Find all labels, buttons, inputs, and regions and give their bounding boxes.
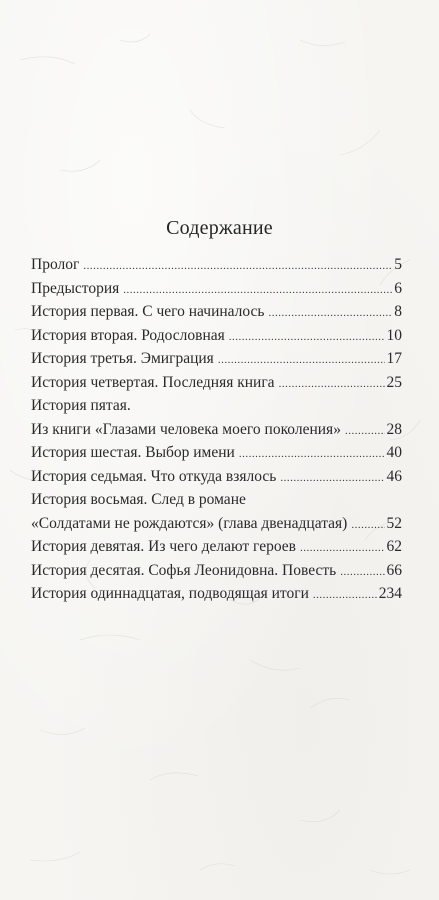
toc-entry bbox=[31, 468, 402, 492]
toc-entry-title: Пролог bbox=[31, 256, 80, 273]
toc-leader-dots bbox=[269, 307, 393, 319]
toc-entry-title: Предыстория bbox=[31, 279, 120, 297]
toc-entry-title: История шестая. Выбор имени bbox=[31, 444, 235, 461]
toc-entry bbox=[31, 421, 402, 445]
contents-heading: Содержание bbox=[166, 217, 273, 239]
toc-leader-dots bbox=[313, 589, 377, 601]
toc-entry bbox=[31, 303, 402, 327]
toc-page-number: 17 bbox=[386, 350, 402, 367]
toc-leader-dots bbox=[83, 260, 392, 272]
toc-page-number: 10 bbox=[386, 326, 402, 344]
toc-entry-title: История третья. Эмиграция bbox=[31, 350, 214, 367]
toc-page-number: 52 bbox=[386, 514, 402, 532]
toc-page-number: 5 bbox=[394, 256, 402, 273]
toc-entry bbox=[31, 515, 402, 539]
toc-entry bbox=[31, 256, 402, 280]
toc-entry bbox=[31, 491, 402, 515]
toc-leader-dots bbox=[300, 542, 385, 554]
toc-page-number: 6 bbox=[394, 279, 402, 297]
toc-page-number: 46 bbox=[386, 467, 402, 485]
toc-page-number: 66 bbox=[386, 561, 402, 579]
toc-leader-dots bbox=[280, 472, 384, 484]
toc-entry-title: История девятая. Из чего делают героев bbox=[31, 538, 296, 555]
toc-entry-title: История седьмая. Что откуда взялось bbox=[31, 467, 277, 485]
toc-page-number: 8 bbox=[394, 303, 402, 320]
toc-page-number: 28 bbox=[386, 420, 402, 438]
toc-entry bbox=[31, 397, 402, 421]
toc-page-number: 40 bbox=[386, 444, 402, 461]
toc-entry-title: История одиннадцатая, подводящая итоги bbox=[31, 585, 309, 602]
toc-page-number: 25 bbox=[386, 373, 402, 391]
toc-page-number: 234 bbox=[378, 585, 402, 602]
toc-entry-title: История первая. С чего начиналось bbox=[31, 303, 265, 320]
toc-entry bbox=[31, 538, 402, 562]
toc-leader-dots bbox=[229, 331, 385, 343]
toc-entry bbox=[31, 280, 402, 304]
toc-leader-dots bbox=[351, 519, 384, 531]
table-of-contents bbox=[31, 256, 402, 609]
toc-entry bbox=[31, 327, 402, 351]
toc-leader-dots bbox=[340, 566, 384, 578]
toc-entry-title: История десятая. Софья Леонидовна. Повесть bbox=[31, 561, 337, 579]
toc-entry-title: Из книги «Глазами человека моего поколения» bbox=[31, 420, 341, 438]
toc-entry bbox=[31, 350, 402, 374]
toc-entry-title: История четвертая. Последняя книга bbox=[31, 373, 275, 391]
toc-entry bbox=[31, 374, 402, 398]
toc-entry-title: История пятая. bbox=[31, 397, 131, 414]
toc-leader-dots bbox=[279, 378, 385, 390]
toc-leader-dots bbox=[123, 284, 392, 296]
toc-leader-dots bbox=[345, 425, 385, 437]
toc-entry-title: История вторая. Родословная bbox=[31, 326, 225, 344]
toc-page-number: 62 bbox=[386, 538, 402, 555]
toc-entry bbox=[31, 444, 402, 468]
toc-entry-title: «Солдатами не рождаются» (глава двенадцатая) bbox=[31, 514, 348, 532]
toc-entry bbox=[31, 562, 402, 586]
toc-leader-dots bbox=[218, 354, 385, 366]
toc-entry-title: История восьмая. След в романе bbox=[31, 491, 246, 508]
toc-entry bbox=[31, 585, 402, 609]
toc-leader-dots bbox=[239, 448, 385, 460]
